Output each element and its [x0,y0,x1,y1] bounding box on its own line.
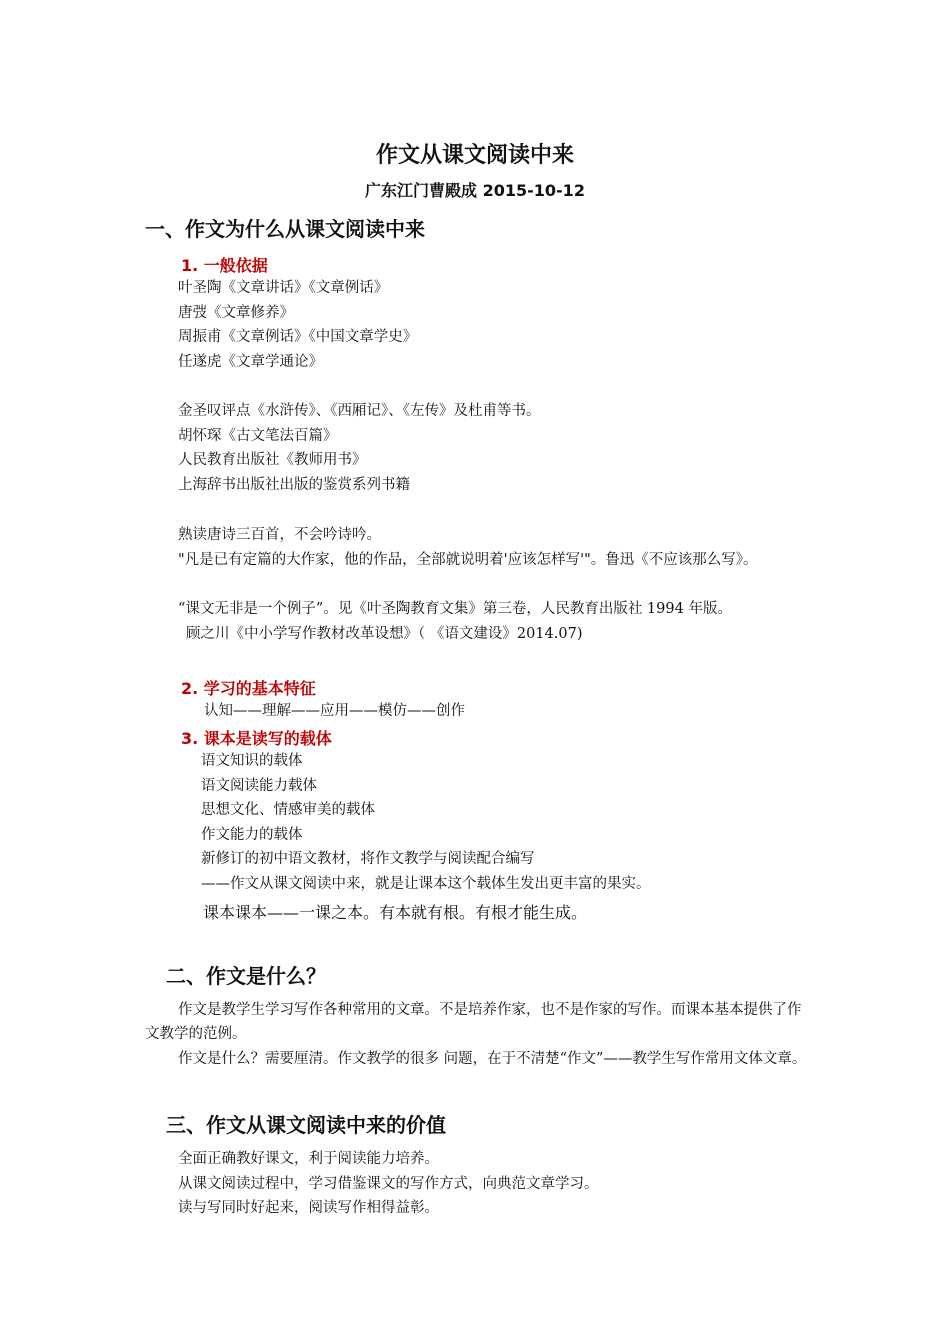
learning-process-line: 认知——理解——应用——模仿——创作 [204,703,465,719]
quote-line: “课文无非是一个例子”。见《叶圣陶教育文集》第三卷，人民教育出版社 1994 年版。 [178,601,732,617]
subsection-2-heading: 2. 学习的基本特征 [181,679,316,698]
list-item: 语文知识的载体 [201,753,303,769]
reference-line: 上海辞书出版社出版的鉴赏系列书籍 [178,476,410,493]
paragraph: 作文是教学生学习写作各种常用的文章。不是培养作家，也不是作家的写作。而课本基本提供了作文教学的范例。 [145,1002,802,1042]
section-1-heading: 一、作文为什么从课文阅读中来 [145,217,425,241]
subsection-1-heading: 1. 一般依据 [181,256,268,275]
list-item: 新修订的初中语文教材，将作文教学与阅读配合编写 [201,851,535,867]
reference-line: 胡怀琛《古文笔法百篇》 [178,427,338,444]
author-date-line: 广东江门曹殿成 2015-10-12 [365,181,585,200]
quote-paragraph: "凡是已有定篇的大作家，他的作品，全部就说明着'应该怎样写'"。鲁迅《不应该那么写》。 [178,552,758,568]
list-item: 语文阅读能力载体 [201,777,317,794]
page-title: 作文从课文阅读中来 [375,143,574,168]
list-item: 全面正确教好课文，利于阅读能力培养。 [178,1151,439,1167]
reference-line: 唐弢《文章修养》 [178,304,294,321]
reference-line: 任遂虎《文章学通论》 [178,353,323,370]
reference-line: 叶圣陶《文章讲话》《文章例话》 [178,280,389,296]
quote-line: 熟读唐诗三百首，不会吟诗吟。 [178,527,381,543]
reference-line: 人民教育出版社《教师用书》 [178,452,367,468]
list-item: ——作文从课文阅读中来，就是让课本这个载体生发出更丰富的果实。 [201,875,651,892]
list-item: 思想文化、情感审美的载体 [201,802,375,818]
list-item: 作文能力的载体 [201,826,303,843]
reference-line: 周振甫《文章例话》《中国文章学史》 [178,329,418,345]
paragraph: 作文是什么？需要厘清。作文教学的很多 问题，在于不清楚“作文”——教学生写作常用文体文章。 [178,1051,807,1067]
reference-group-b [178,399,541,497]
quote-line: 顾之川《中小学写作教材改革设想》（ 《语文建设》2014.07) [186,626,583,642]
list-item: 从课文阅读过程中，学习借鉴课文的写作方式，向典范文章学习。 [178,1175,599,1192]
subsection-3-heading: 3. 课本是读写的载体 [181,729,332,748]
list-item: 读与写同时好起来，阅读写作相得益彰。 [178,1200,439,1216]
section-2-heading: 二、作文是什么？ [166,964,326,988]
value-list [178,1147,599,1221]
reference-line: 金圣叹评点《水浒传》、《西厢记》、《左传》及杜甫等书。 [178,403,541,419]
carrier-list [201,749,651,896]
reference-group-a [178,276,417,374]
section-3-heading: 三、作文从课文阅读中来的价值 [166,1113,446,1137]
emphasis-line: 课本课本——一课之本。有本就有根。有根才能生成。 [203,903,588,922]
